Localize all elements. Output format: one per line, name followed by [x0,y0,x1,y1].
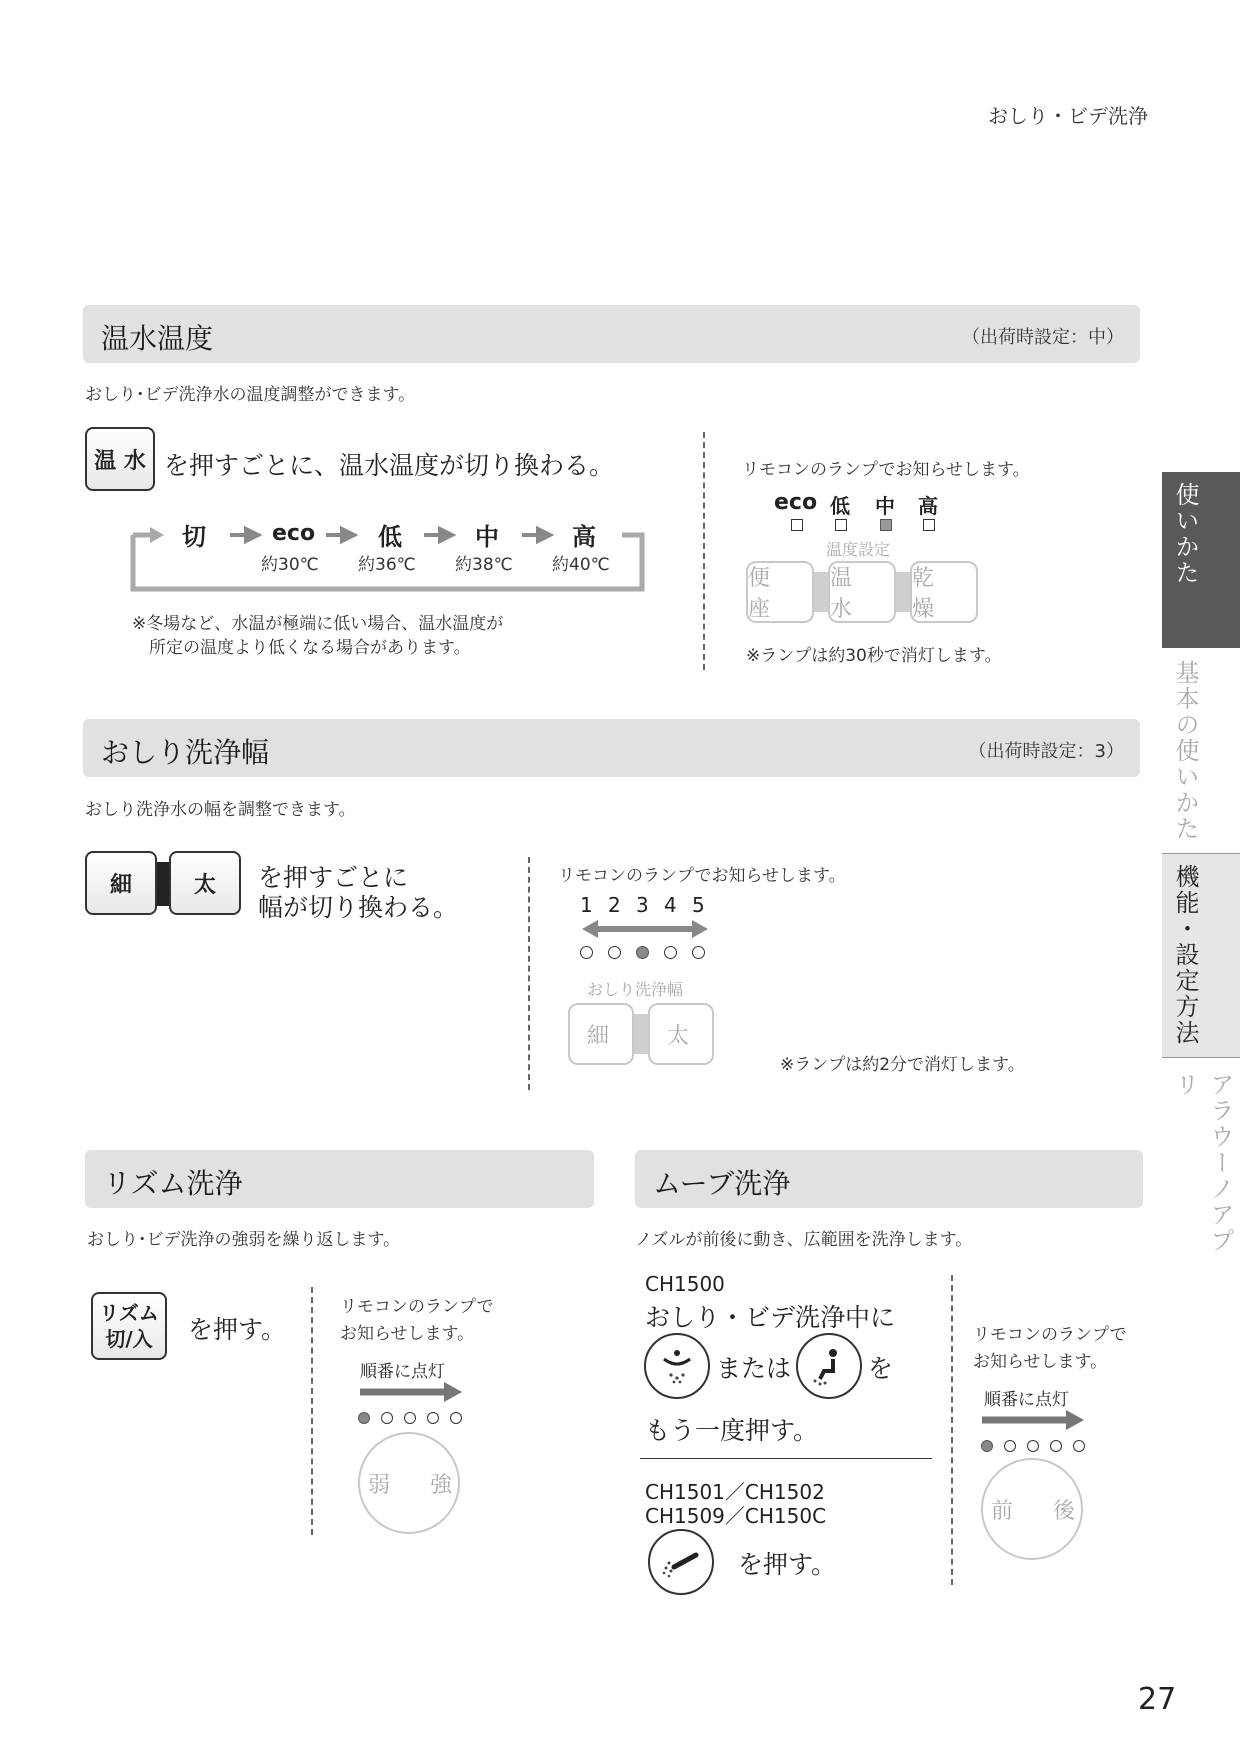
lamp-off-note: ※ランプは約30秒で消灯します。 [746,646,1002,666]
divider [951,1275,953,1585]
lamp-label-high: 高 [918,494,938,518]
rhythm-section-header [85,1150,594,1208]
right-arrow-icon [360,1380,462,1404]
remote-connector [896,572,910,612]
width-lamp [608,946,621,959]
side-tab-usage[interactable] [1162,472,1240,648]
lamp-indicator-active [880,519,892,531]
rhythm-lamp [404,1412,416,1424]
lamp-caption: 温度設定 [826,540,891,559]
section-title: ムーブ洗浄 [653,1167,791,1200]
move-lamp [1004,1440,1016,1452]
lamp-off-note: ※ランプは約2分で消灯します。 [780,1055,1025,1075]
move-lamp [1050,1440,1062,1452]
move-lamp-active [981,1440,993,1452]
warm-water-note-line1: ※冬場など、水温が極端に低い場合、温水温度が [132,614,504,634]
lamp-label-low: 低 [830,494,850,518]
bidet-button[interactable] [644,1333,710,1399]
move-nozzle-icon [650,1531,712,1593]
lamp-intro: リモコンのランプでお知らせします。 [742,460,1030,480]
width-lamp [664,946,677,959]
right-arrow-icon [982,1408,1084,1432]
lamp-intro-line1: リモコンのランプで [973,1325,1127,1345]
rhythm-instruction: を押す。 [188,1315,287,1344]
bidet-icon [646,1335,708,1397]
side-tab-label: アラウーノアプリ [1171,1072,1234,1254]
scale-number: 1 [580,893,593,917]
step-temp: 約40℃ [552,555,610,575]
remote-connector [634,1014,648,1054]
divider [311,1287,313,1535]
button-connector [157,862,169,906]
rhythm-lamp [427,1412,439,1424]
width-lamp-active [636,946,649,959]
move-instruction-b: を押す。 [738,1550,837,1579]
or-text: または [716,1354,792,1383]
side-tab-app[interactable] [1162,1062,1240,1272]
rhythm-lamp [450,1412,462,1424]
rhythm-lamp-active [358,1412,370,1424]
double-arrow-icon [582,918,708,940]
button-line1: リズム [99,1301,159,1325]
step-temp: 約36℃ [358,555,416,575]
warm-water-note-line2: 所定の温度より低くなる場合があります。 [149,638,471,658]
default-setting-note: （出荷時設定：中） [962,327,1124,348]
page-header-title: おしり・ビデ洗浄 [988,104,1148,128]
step-label: 中 [475,523,499,551]
remote-dry-button: 乾 燥 [910,561,978,623]
divider [528,857,530,1090]
rear-wash-icon [798,1335,860,1397]
step-label: 切 [182,523,206,551]
wo-text: を [868,1354,894,1383]
move-instruction-a-line2: もう一度押す。 [645,1416,819,1445]
sequence-label: 順番に点灯 [984,1390,1069,1410]
scale-number: 5 [692,893,705,917]
warm-water-button[interactable]: 温 水 [85,427,155,491]
move-instruction-a-line1: おしり・ビデ洗浄中に [645,1303,896,1332]
side-tab-basic[interactable] [1162,650,1240,850]
section-title: 温水温度 [101,322,214,355]
sequence-label: 順番に点灯 [360,1362,445,1382]
lamp-intro: リモコンのランプでお知らせします。 [558,866,846,886]
move-section-header [635,1150,1143,1208]
remote-warm-water-button: 温 水 [828,561,896,623]
scale-number: 4 [664,893,677,917]
side-tab-label: 使いかた [1171,482,1199,586]
lamp-indicator [835,519,847,531]
dial-back-label: 後 [1053,1499,1076,1524]
width-instruction-line2: 幅が切り換わる。 [258,893,459,922]
remote-wide-button: 太 [648,1003,714,1065]
width-lamp [692,946,705,959]
move-lamp [1073,1440,1085,1452]
page-number: 27 [1138,1682,1177,1717]
dial-strong-label: 強 [430,1473,453,1498]
default-setting-note: （出荷時設定：3） [968,741,1124,762]
divider [703,432,705,670]
width-narrow-button[interactable]: 細 [85,851,157,915]
step-temp: 約38℃ [455,555,513,575]
rear-wash-button[interactable] [796,1333,862,1399]
lamp-label-mid: 中 [875,494,895,518]
rhythm-toggle-button[interactable] [91,1292,167,1360]
scale-number: 2 [608,893,621,917]
move-lamp [1027,1440,1039,1452]
width-lamp [580,946,593,959]
step-label: 低 [378,523,402,551]
rhythm-lamp [381,1412,393,1424]
width-wide-button[interactable]: 太 [169,851,241,915]
scale-number: 3 [636,893,649,917]
step-temp: 約30℃ [261,555,319,575]
lamp-intro-line2: お知らせします。 [340,1324,475,1344]
model-label-a: CH1500 [645,1272,725,1296]
lamp-caption: おしり洗浄幅 [587,980,684,999]
models-b-line1: CH1501／CH1502 [645,1480,825,1504]
models-b-line2: CH1509／CH150C [645,1504,827,1528]
side-tab-functions[interactable] [1162,853,1240,1058]
lamp-intro-line2: お知らせします。 [973,1352,1108,1372]
dial-front-label: 前 [991,1499,1014,1524]
lamp-indicator [923,519,935,531]
section-description: おしり洗浄水の幅を調整できます。 [85,800,356,820]
position-dial [981,1458,1083,1560]
remote-narrow-button: 細 [568,1003,634,1065]
section-title: リズム洗浄 [103,1167,243,1200]
width-instruction-line1: を押すごとに [258,863,409,892]
section-description: ノズルが前後に動き、広範囲を洗浄します。 [635,1230,973,1250]
strength-dial [358,1432,460,1534]
warm-water-section-header [83,305,1140,363]
section-title: おしり洗浄幅 [101,736,270,769]
side-tab-label: 基本の使いかた [1171,660,1199,842]
remote-connector [814,572,828,612]
remote-seat-button: 便 座 [746,561,814,623]
warm-water-instruction: を押すごとに、温水温度が切り換わる。 [164,451,615,480]
section-description: おしり･ビデ洗浄の強弱を繰り返します。 [87,1230,401,1250]
temperature-cycle-diagram [128,521,646,593]
section-description: おしり･ビデ洗浄水の温度調整ができます。 [85,385,416,405]
lamp-indicator [791,519,803,531]
side-tab-label: 機能・設定方法 [1171,864,1199,1046]
move-wash-button[interactable] [648,1529,714,1595]
lamp-label-eco: eco [774,490,818,515]
button-line2: 切/入 [105,1327,153,1351]
step-label: 高 [572,523,596,551]
width-section-header [83,719,1140,777]
step-label: eco [272,521,316,546]
dial-weak-label: 弱 [368,1473,391,1498]
lamp-intro-line1: リモコンのランプで [340,1297,494,1317]
model-separator [640,1458,932,1459]
